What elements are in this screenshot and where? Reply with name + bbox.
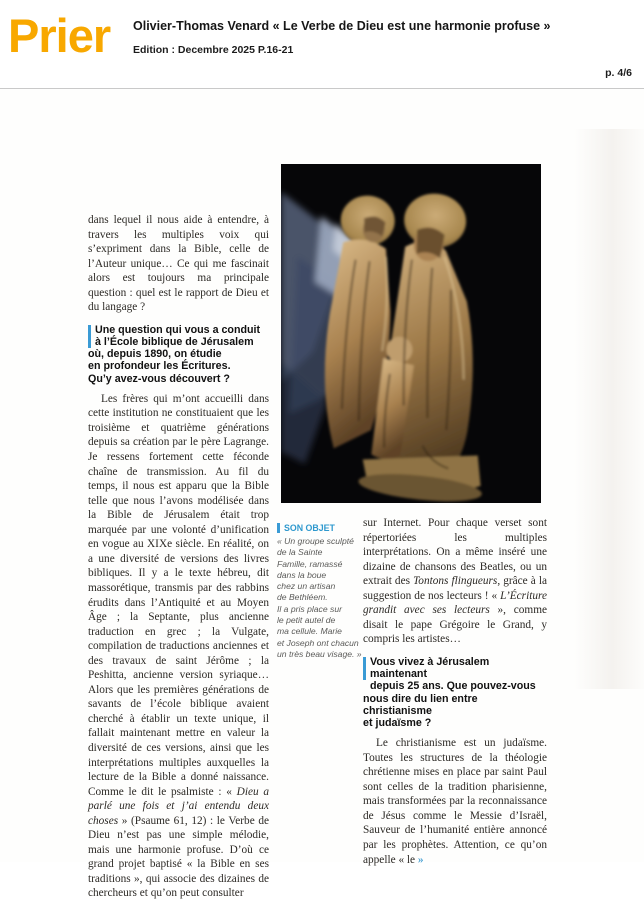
page-number-indicator: p. 4/6: [605, 67, 632, 79]
caption-text: « Un groupe sculpté de la Sainte Famille, ramassé dans la boue chez un artisan de Bethléem. Il a pris place sur le petit autel de ma cellule. Marie et Joseph ont chacun un très beau visage. »: [277, 536, 362, 659]
continued-paragraph: sur Internet. Pour chaque verset sont répertoriées les multiples interprétations. On a même inséré une dizaine de chansons des Beatles, ou un extrait des Tontons flingueurs, grâce à la suggestion de nos lecteurs ! « L’Écriture grandit avec ses lecteurs », comme disait le pape Grégoire le Grand, y compris les artistes…: [363, 517, 548, 646]
intro-paragraph: dans lequel il nous aide à entendre, à travers les multiples voix qui s’expriment dans la Bible, celle de l’Auteur unique… Ce qui me fascinait alors est toujours ma principale question : quel est le rapport de Dieu et du langage ?: [88, 214, 269, 314]
question-accent-bar: [88, 325, 91, 348]
right-column: [363, 516, 547, 867]
article-title: Olivier-Thomas Venard « Le Verbe de Dieu est une harmonie profuse »: [133, 19, 551, 33]
page-edge-shadow: [574, 129, 644, 689]
magazine-logo: Prier: [8, 9, 111, 62]
answer-paragraph-2: Le christianisme est un judaïsme. Toutes les structures de la théologie chrétienne mises en place par saint Paul sont celles de la tradition pharisienne, mais transformées par la reconnaissance de Jésus comme le Messie d’Israël, Sauveur de l’humanité entière annoncé par les prophètes. Attention, ce qu’on appelle « le »: [363, 737, 547, 866]
continuation-arrow-icon: »: [417, 853, 423, 866]
edition-line: Edition : Decembre 2025 P.16-21: [133, 44, 294, 56]
left-column: [88, 213, 269, 901]
holy-family-sculpture-photo: [281, 164, 541, 503]
caption-header: SON OBJET: [277, 523, 365, 533]
answer-paragraph-1: Les frères qui m’ont accueilli dans cette institution ne constituaient que les troisième et quatrième générations depuis sa création par le père Lagrange. Je ressens fortement cette féconde chaîne de transmission. Au fil du temps, il nous est apparu que la Bible telle que nous l’avons modélisée dans la Bible de Jérusalem était trop marquée par une volonté d’unification en vogue au XIXe siècle. En réalité, on a une diversité de versions des livres bibliques. Il y a le texte hébreu, dit massorétique, transmis par des rabbins érudits dans l’Antiquité et au Moyen Âge ; la Septante, plus ancienne traduction en grec ; la Vulgate, compilation de traductions anciennes et des travaux de saint Jérôme ; la Peshitta, ancienne version syriaque… Alors que les premières générations de savants de l’école biblique avaient cherché à établir un texte unique, il fallait maintenant mettre en valeur la diversité de ces versions, ainsi que les interprétations multiples auxquelles la lecture de la Bible a donné naissance. Comme le dit le psalmiste : « Dieu a parlé une fois et j’ai entendu deux choses » (Psaume 61, 12) : le Verbe de Dieu n’est pas une simple mélodie, mais une harmonie profuse. D’où ce grand projet baptisé « la Bible en ses traditions », qui associe des dizaines de chercheurs et qu’on peut consulter: [88, 392, 270, 900]
photo-caption: [277, 523, 365, 660]
article-scan: [0, 89, 644, 900]
interview-question-1: Une question qui vous a conduit à l’École biblique de Jérusalem où, depuis 1890, on étudie en profondeur les Écritures. Qu’y avez-vous découvert ?: [88, 323, 261, 385]
article-photo: [281, 164, 541, 503]
interview-question-2: Vous vivez à Jérusalem maintenant depuis 25 ans. Que pouvez-vous nous dire du lien entre christianisme et judaïsme ?: [363, 655, 536, 729]
question-accent-bar: [363, 657, 366, 680]
